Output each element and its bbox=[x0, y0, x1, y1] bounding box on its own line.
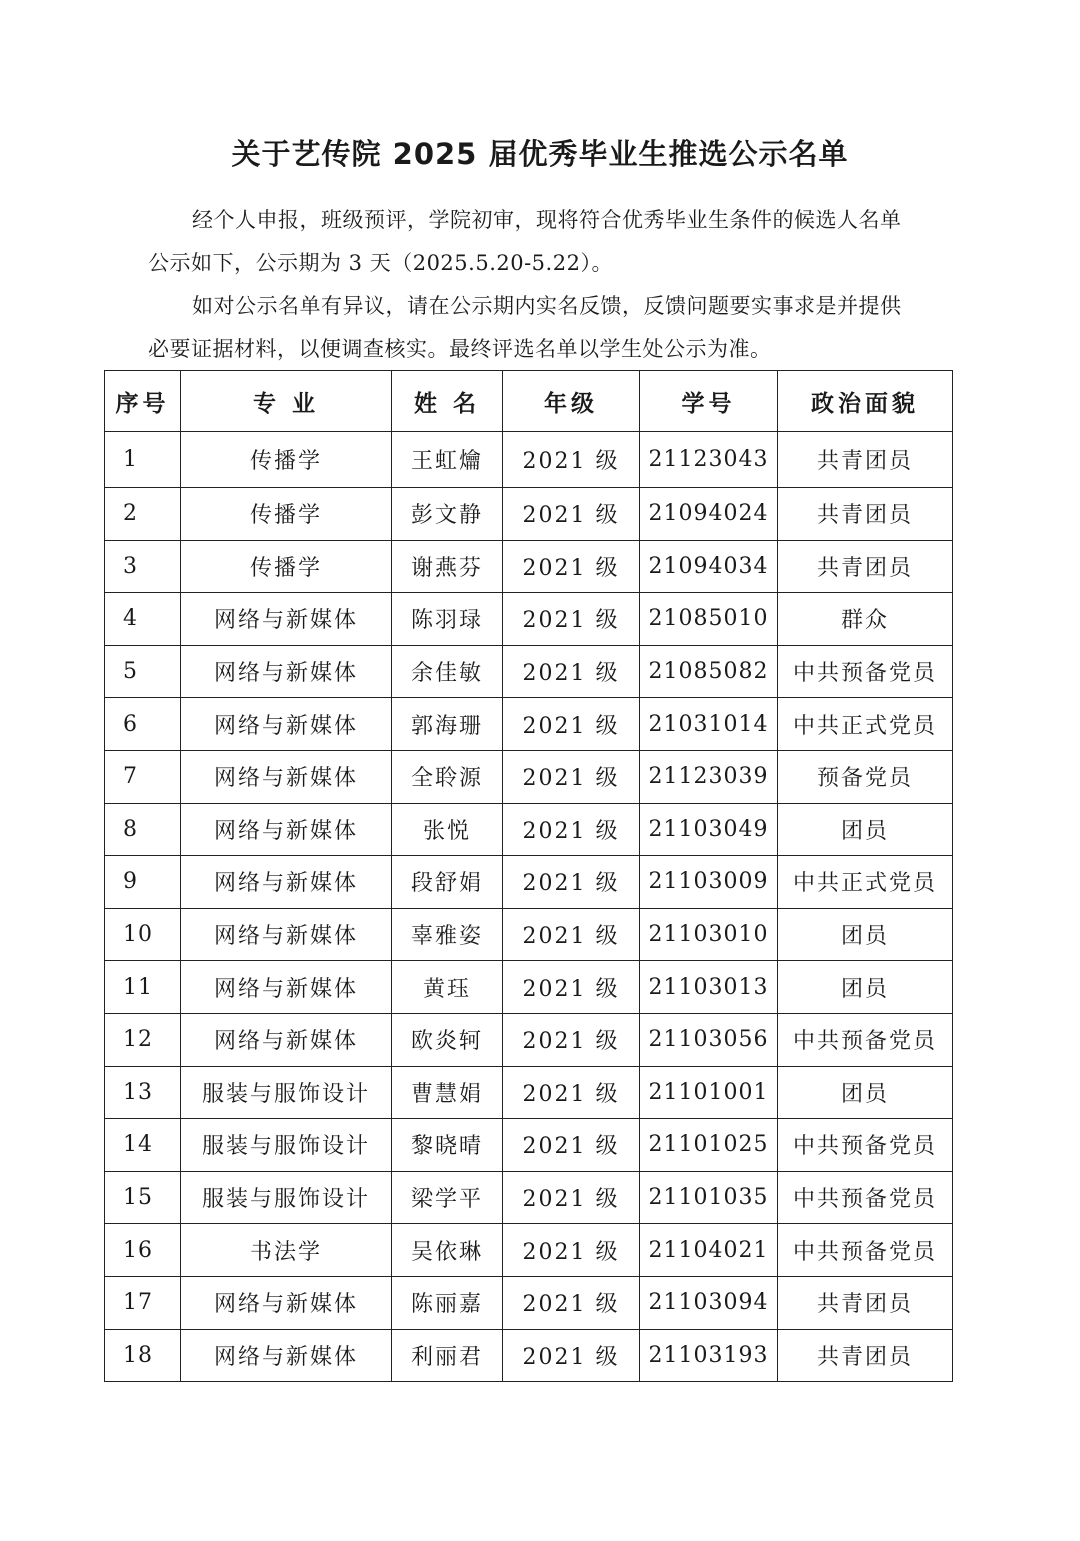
cell-political-status: 共青团员 bbox=[778, 488, 953, 541]
intro-paragraph-line-1: 经个人申报，班级预评，学院初审，现将符合优秀毕业生条件的候选人名单 bbox=[192, 208, 902, 232]
cell-seq: 4 bbox=[105, 593, 181, 646]
cell-major: 网络与新媒体 bbox=[181, 1013, 392, 1066]
cell-major: 传播学 bbox=[181, 432, 392, 488]
cell-name: 辜雅姿 bbox=[392, 908, 503, 961]
cell-seq: 8 bbox=[105, 803, 181, 856]
intro-paragraph bbox=[148, 199, 938, 285]
table-row bbox=[105, 856, 953, 909]
cell-major: 服装与服饰设计 bbox=[181, 1066, 392, 1119]
cell-major: 网络与新媒体 bbox=[181, 698, 392, 751]
table-row bbox=[105, 1171, 953, 1224]
cell-grade: 2021 级 bbox=[503, 593, 640, 646]
header-seq: 序号 bbox=[105, 371, 181, 432]
cell-student-id: 21094024 bbox=[640, 488, 778, 541]
cell-political-status: 团员 bbox=[778, 961, 953, 1014]
cell-student-id: 21085010 bbox=[640, 593, 778, 646]
cell-grade: 2021 级 bbox=[503, 1171, 640, 1224]
table-row bbox=[105, 488, 953, 541]
cell-political-status: 团员 bbox=[778, 803, 953, 856]
cell-grade: 2021 级 bbox=[503, 803, 640, 856]
cell-student-id: 21103049 bbox=[640, 803, 778, 856]
cell-political-status: 中共预备党员 bbox=[778, 1119, 953, 1172]
cell-name: 黎晓晴 bbox=[392, 1119, 503, 1172]
cell-grade: 2021 级 bbox=[503, 1329, 640, 1382]
table-row bbox=[105, 1224, 953, 1277]
cell-major: 网络与新媒体 bbox=[181, 961, 392, 1014]
table-row bbox=[105, 908, 953, 961]
cell-seq: 13 bbox=[105, 1066, 181, 1119]
header-name: 姓 名 bbox=[392, 371, 503, 432]
cell-seq: 10 bbox=[105, 908, 181, 961]
cell-name: 梁学平 bbox=[392, 1171, 503, 1224]
table-row bbox=[105, 645, 953, 698]
cell-major: 网络与新媒体 bbox=[181, 1329, 392, 1382]
table-row bbox=[105, 961, 953, 1014]
cell-seq: 6 bbox=[105, 698, 181, 751]
cell-grade: 2021 级 bbox=[503, 488, 640, 541]
cell-political-status: 中共预备党员 bbox=[778, 645, 953, 698]
cell-name: 王虹爚 bbox=[392, 432, 503, 488]
cell-political-status: 共青团员 bbox=[778, 1276, 953, 1329]
table-row bbox=[105, 593, 953, 646]
cell-grade: 2021 级 bbox=[503, 1224, 640, 1277]
cell-seq: 17 bbox=[105, 1276, 181, 1329]
cell-major: 网络与新媒体 bbox=[181, 750, 392, 803]
cell-grade: 2021 级 bbox=[503, 961, 640, 1014]
cell-seq: 18 bbox=[105, 1329, 181, 1382]
cell-student-id: 21103010 bbox=[640, 908, 778, 961]
cell-major: 传播学 bbox=[181, 488, 392, 541]
table-body bbox=[105, 432, 953, 1382]
cell-major: 网络与新媒体 bbox=[181, 908, 392, 961]
cell-student-id: 21101035 bbox=[640, 1171, 778, 1224]
cell-major: 书法学 bbox=[181, 1224, 392, 1277]
cell-seq: 3 bbox=[105, 540, 181, 593]
cell-student-id: 21101001 bbox=[640, 1066, 778, 1119]
table-row bbox=[105, 803, 953, 856]
cell-major: 网络与新媒体 bbox=[181, 803, 392, 856]
cell-student-id: 21123043 bbox=[640, 432, 778, 488]
cell-major: 服装与服饰设计 bbox=[181, 1171, 392, 1224]
cell-student-id: 21103193 bbox=[640, 1329, 778, 1382]
table-row bbox=[105, 1013, 953, 1066]
cell-name: 吴依琳 bbox=[392, 1224, 503, 1277]
cell-student-id: 21103013 bbox=[640, 961, 778, 1014]
cell-seq: 16 bbox=[105, 1224, 181, 1277]
cell-grade: 2021 级 bbox=[503, 1276, 640, 1329]
cell-grade: 2021 级 bbox=[503, 645, 640, 698]
cell-student-id: 21094034 bbox=[640, 540, 778, 593]
cell-grade: 2021 级 bbox=[503, 698, 640, 751]
cell-political-status: 共青团员 bbox=[778, 1329, 953, 1382]
table-row bbox=[105, 1119, 953, 1172]
cell-name: 张悦 bbox=[392, 803, 503, 856]
header-political-status: 政治面貌 bbox=[778, 371, 953, 432]
cell-seq: 12 bbox=[105, 1013, 181, 1066]
cell-political-status: 中共预备党员 bbox=[778, 1224, 953, 1277]
cell-student-id: 21103094 bbox=[640, 1276, 778, 1329]
cell-name: 全聆源 bbox=[392, 750, 503, 803]
cell-major: 网络与新媒体 bbox=[181, 1276, 392, 1329]
cell-political-status: 中共正式党员 bbox=[778, 698, 953, 751]
intro-paragraph-line-2: 公示如下，公示期为 3 天（2025.5.20-5.22）。 bbox=[148, 251, 613, 275]
cell-name: 曹慧娟 bbox=[392, 1066, 503, 1119]
cell-seq: 14 bbox=[105, 1119, 181, 1172]
cell-political-status: 团员 bbox=[778, 908, 953, 961]
document-title: 关于艺传院 2025 届优秀毕业生推选公示名单 bbox=[231, 137, 849, 171]
objection-paragraph-line-1: 如对公示名单有异议，请在公示期内实名反馈，反馈问题要实事求是并提供 bbox=[192, 294, 902, 318]
cell-student-id: 21123039 bbox=[640, 750, 778, 803]
cell-name: 郭海珊 bbox=[392, 698, 503, 751]
cell-major: 传播学 bbox=[181, 540, 392, 593]
cell-name: 陈羽琭 bbox=[392, 593, 503, 646]
cell-political-status: 共青团员 bbox=[778, 540, 953, 593]
cell-name: 欧炎轲 bbox=[392, 1013, 503, 1066]
cell-major: 服装与服饰设计 bbox=[181, 1119, 392, 1172]
cell-student-id: 21085082 bbox=[640, 645, 778, 698]
cell-name: 陈丽嘉 bbox=[392, 1276, 503, 1329]
table-row bbox=[105, 1066, 953, 1119]
table-row bbox=[105, 750, 953, 803]
cell-grade: 2021 级 bbox=[503, 1066, 640, 1119]
table-row bbox=[105, 1276, 953, 1329]
header-student-id: 学号 bbox=[640, 371, 778, 432]
cell-seq: 7 bbox=[105, 750, 181, 803]
cell-student-id: 21101025 bbox=[640, 1119, 778, 1172]
cell-political-status: 预备党员 bbox=[778, 750, 953, 803]
table-row bbox=[105, 432, 953, 488]
cell-seq: 9 bbox=[105, 856, 181, 909]
table-header-row bbox=[105, 371, 953, 432]
cell-name: 利丽君 bbox=[392, 1329, 503, 1382]
cell-political-status: 共青团员 bbox=[778, 432, 953, 488]
cell-seq: 2 bbox=[105, 488, 181, 541]
cell-student-id: 21031014 bbox=[640, 698, 778, 751]
table-row bbox=[105, 698, 953, 751]
cell-name: 谢燕芬 bbox=[392, 540, 503, 593]
cell-grade: 2021 级 bbox=[503, 432, 640, 488]
cell-major: 网络与新媒体 bbox=[181, 856, 392, 909]
cell-name: 段舒娟 bbox=[392, 856, 503, 909]
cell-political-status: 中共正式党员 bbox=[778, 856, 953, 909]
cell-grade: 2021 级 bbox=[503, 856, 640, 909]
cell-grade: 2021 级 bbox=[503, 540, 640, 593]
cell-name: 余佳敏 bbox=[392, 645, 503, 698]
cell-name: 黄珏 bbox=[392, 961, 503, 1014]
candidate-table bbox=[104, 370, 953, 1382]
cell-seq: 15 bbox=[105, 1171, 181, 1224]
cell-grade: 2021 级 bbox=[503, 1013, 640, 1066]
cell-seq: 11 bbox=[105, 961, 181, 1014]
header-grade: 年级 bbox=[503, 371, 640, 432]
table-row bbox=[105, 1329, 953, 1382]
cell-student-id: 21103009 bbox=[640, 856, 778, 909]
cell-student-id: 21103056 bbox=[640, 1013, 778, 1066]
cell-name: 彭文静 bbox=[392, 488, 503, 541]
cell-seq: 5 bbox=[105, 645, 181, 698]
objection-paragraph-line-2: 必要证据材料，以便调查核实。最终评选名单以学生处公示为准。 bbox=[148, 337, 772, 361]
cell-student-id: 21104021 bbox=[640, 1224, 778, 1277]
cell-major: 网络与新媒体 bbox=[181, 645, 392, 698]
cell-political-status: 群众 bbox=[778, 593, 953, 646]
cell-political-status: 中共预备党员 bbox=[778, 1013, 953, 1066]
cell-major: 网络与新媒体 bbox=[181, 593, 392, 646]
cell-grade: 2021 级 bbox=[503, 750, 640, 803]
header-major: 专 业 bbox=[181, 371, 392, 432]
objection-paragraph bbox=[148, 285, 938, 371]
cell-political-status: 中共预备党员 bbox=[778, 1171, 953, 1224]
cell-political-status: 团员 bbox=[778, 1066, 953, 1119]
table-row bbox=[105, 540, 953, 593]
cell-grade: 2021 级 bbox=[503, 1119, 640, 1172]
cell-grade: 2021 级 bbox=[503, 908, 640, 961]
cell-seq: 1 bbox=[105, 432, 181, 488]
